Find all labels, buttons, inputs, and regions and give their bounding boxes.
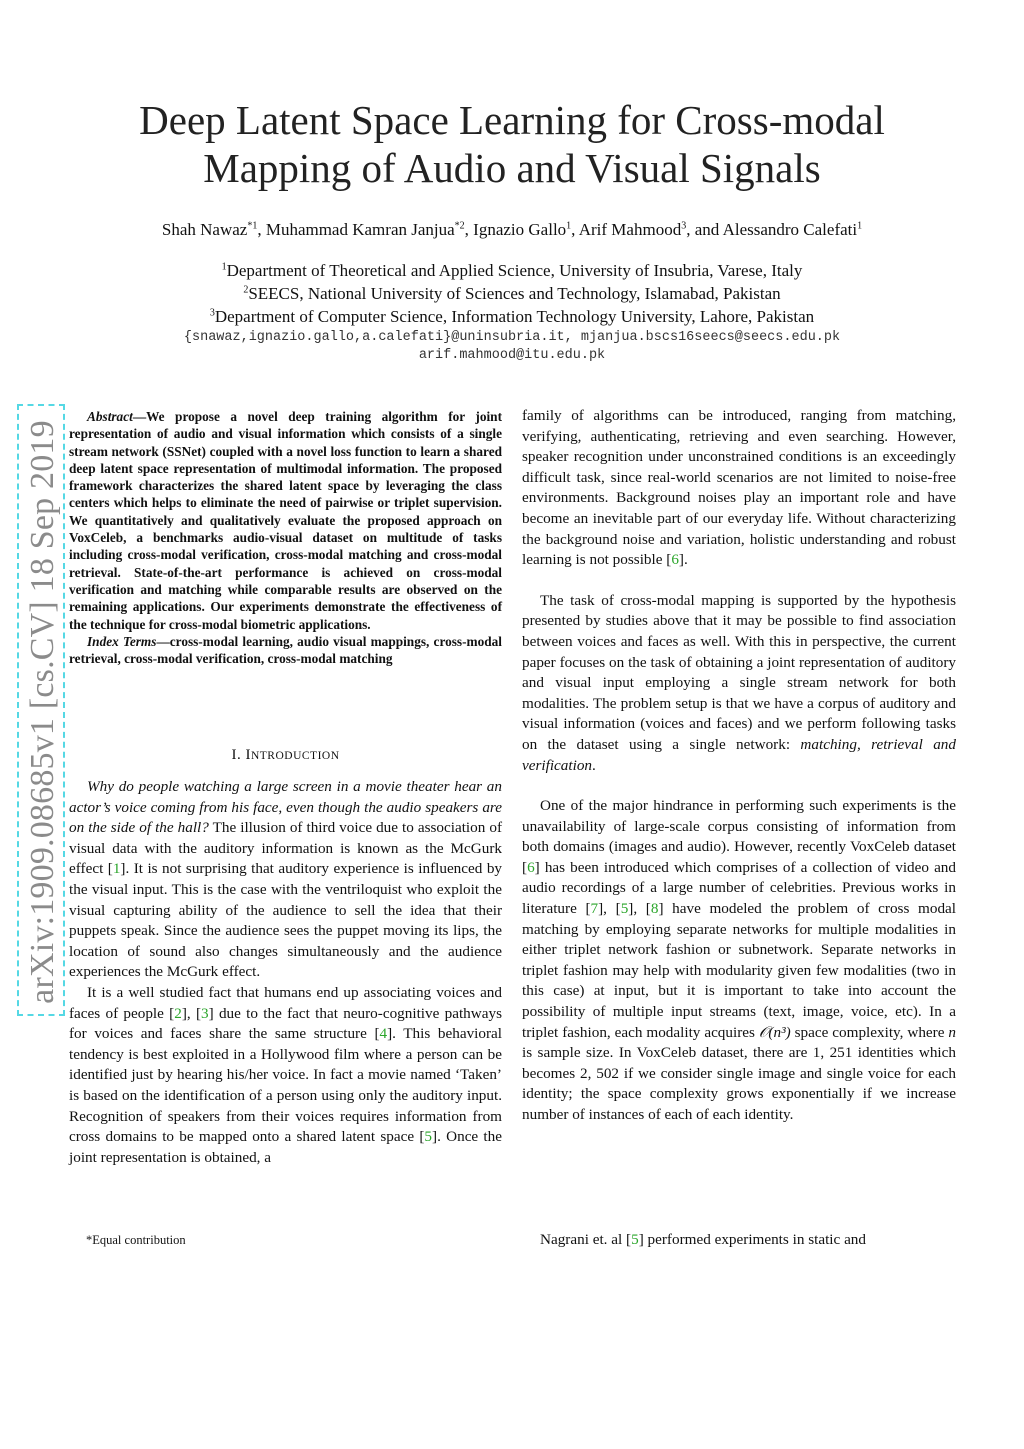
citation-link[interactable]: 5 bbox=[424, 1128, 433, 1146]
author-list: Shah Nawaz$^{*1}$, Muhammad Kamran Janjua$^{*2}$, Ignazio Gallo$^1$, Arif Mahmood$^3$, and Alessandro Calefati$^1$ bbox=[161, 220, 863, 239]
affiliation bbox=[40, 305, 984, 328]
citation-link[interactable]: 5 bbox=[631, 1231, 639, 1248]
section-number: I. bbox=[231, 747, 242, 763]
text-run: space complexity, where bbox=[790, 1023, 949, 1041]
email-line: {snawaz,ignazio.gallo,a.calefati}@uninsubria.it, mjanjua.bscs16seecs@seecs.edu.pk bbox=[183, 330, 841, 345]
opening-question: Why do people watching a large screen in a movie theater hear an actor’s voice coming from his face, even though the audio speakers are on the side of the hall? bbox=[69, 778, 502, 837]
paragraph bbox=[69, 983, 502, 1168]
footnote: *Equal contribution bbox=[86, 1233, 186, 1247]
text-run: family of algorithms can be introduced, ranging from matching, verifying, authenticating, retrieving and even searching. However, speaker recognition under unconstrained conditions is an exceedingly difficult task, since real-world scenarios are not limited to noise-free environments. Background noises play an important role and have become an inevitable part of our everyday life. Without characterizing the background noise and variation, holistic understanding and robust learning is not possible [ bbox=[522, 407, 956, 569]
text-run: ]. This behavioral tendency is best exploited in a Hollywood film where a person can be identified just by hearing his/her voice. In fact a movie named ‘Taken’ is based on the identification of a person using only the auditory input. Recognition of speakers from their voices requires information from cross domains to be mapped onto a shared latent space [ bbox=[69, 1025, 502, 1146]
arxiv-stamp-text: arXiv:1909.08685v1 [cs.CV] 18 Sep 2019 bbox=[24, 420, 61, 1004]
intro-left-column bbox=[69, 777, 502, 1168]
affiliation-sup: 2 bbox=[243, 284, 249, 296]
text-run: ], [ bbox=[181, 1004, 202, 1022]
title-line-2: Mapping of Audio and Visual Signals bbox=[203, 145, 821, 191]
text-run: identities which becomes bbox=[522, 1044, 956, 1082]
text-run: The illusion of third voice due to association of visual data with the auditory information is known as the McGurk effect [ bbox=[69, 819, 503, 878]
title-line-1: Deep Latent Space Learning for Cross-modal bbox=[139, 97, 885, 143]
citation-link[interactable]: 7 bbox=[590, 900, 599, 918]
author-name: Shah Nawaz bbox=[161, 220, 248, 239]
abstract-text: —We propose a novel deep training algorithm for joint representation of audio and visual information which consists of a single stream network (SSNet) coupled with a novel loss function to learn a shared deep latent space representation of multimodal information. The proposed framework characterizes the shared latent space by leveraging the class centers which helps to eliminate the need of pairwise or triplet supervision. We quantitatively and qualitatively evaluate the proposed approach on VoxCeleb, a benchmarks audio-visual dataset on multitude of tasks including cross-modal verification, cross-modal matching and cross-modal retrieval. State-of-the-art performance is achieved on cross-modal verification and matching while comparable results are observed on the remaining applications. Our experiments demonstrate the effectiveness of the technique for cross-modal biometric applications. bbox=[69, 409, 502, 632]
paragraph bbox=[522, 591, 956, 776]
text-run: The task of cross-modal mapping is supported by the hypothesis presented by studies above that it may be possible to find association between voices and faces as well. With this in perspective, the current paper focuses on the task of obtaining a joint representation of auditory and visual input employing a single stream network for both modalities. The problem setup is that we have a corpus of auditory and visual information (voices and faces) and we perform following tasks on the dataset using a single network: bbox=[522, 591, 956, 753]
citation-link[interactable]: 6 bbox=[671, 551, 679, 569]
affiliation-text: Department of Theoretical and Applied Science, University of Insubria, Varese, Italy bbox=[226, 261, 803, 280]
author-name: Alessandro Calefati bbox=[722, 220, 858, 239]
text-run: ] has been introduced which comprises of a collection of video and audio recordings of a large number of celebrities. Previous works in literature [ bbox=[522, 858, 956, 918]
author-name: Muhammad Kamran Janjua bbox=[265, 220, 455, 239]
intro-right-column bbox=[522, 406, 956, 1126]
author-sup: 1 bbox=[566, 220, 572, 232]
abstract bbox=[69, 408, 502, 667]
math-number: 2, 502 bbox=[580, 1064, 620, 1082]
math-complexity: 𝒪(n³) bbox=[758, 1023, 791, 1041]
arxiv-stamp[interactable] bbox=[17, 404, 65, 1016]
affiliation-sup: 3 bbox=[209, 307, 215, 319]
index-terms-text: —cross-modal learning, audio visual mappings, cross-modal retrieval, cross-modal verification, cross-modal matching bbox=[69, 633, 502, 667]
email-line: arif.mahmood@itu.edu.pk bbox=[418, 348, 606, 363]
text-run: . bbox=[592, 756, 596, 774]
author-sup: *2 bbox=[454, 220, 465, 232]
text-run: ]. It is not surprising that auditory experience is influenced by the visual input. This is the case with the ventriloquist who exploit the visual capturing ability of the audience to sell the idea that their puppets speak. Since the audience sees the puppet moving its lips, the location of sound also changes simultaneously and the audience experiences the McGurk effect. bbox=[69, 860, 503, 981]
intro-right-column-tail bbox=[522, 1230, 956, 1251]
author-name: Ignazio Gallo bbox=[473, 220, 567, 239]
text-run: ], [ bbox=[598, 900, 621, 918]
text-run: is sample size. In VoxCeleb dataset, there are bbox=[522, 1044, 813, 1062]
citation-link[interactable]: 1 bbox=[112, 860, 121, 878]
citation-link[interactable]: 2 bbox=[174, 1004, 182, 1022]
text-run: if we consider single image and single voice for each identity; the space complexity grows exponentially if we increase number of instances of each of each identity. bbox=[522, 1064, 957, 1123]
text-run: ] due to the fact that neuro-cognitive pathways for voices and faces share the same structure [ bbox=[69, 1004, 502, 1043]
text-run: ] performed experiments in static and bbox=[638, 1231, 866, 1248]
affiliation bbox=[40, 282, 984, 305]
paragraph bbox=[522, 406, 956, 571]
author-name: Arif Mahmood bbox=[578, 220, 682, 239]
task-list: matching, retrieval and verification bbox=[522, 735, 956, 774]
author-sup: *1 bbox=[247, 220, 258, 232]
section-title-rest: NTRODUCTION bbox=[250, 750, 340, 762]
citation-link[interactable]: 3 bbox=[201, 1004, 209, 1022]
author-sup: 3 bbox=[681, 220, 687, 232]
text-run: Nagrani et. al [ bbox=[540, 1231, 632, 1248]
text-run: ]. bbox=[678, 551, 688, 569]
citation-link[interactable]: 6 bbox=[527, 858, 535, 876]
paragraph bbox=[522, 796, 956, 1126]
section-heading bbox=[69, 745, 502, 766]
abstract-label: Abstract bbox=[87, 409, 133, 424]
affiliation-text: SEECS, National University of Sciences and Technology, Islamabad, Pakistan bbox=[248, 284, 781, 303]
index-terms-label: Index Terms bbox=[87, 633, 157, 649]
affiliation-text: Department of Computer Science, Information Technology University, Lahore, Pakistan bbox=[214, 307, 815, 326]
text-run: ]. Once the joint representation is obtained, a bbox=[69, 1128, 502, 1166]
author-sup: 1 bbox=[857, 220, 863, 232]
paper-title bbox=[60, 96, 964, 192]
paragraph bbox=[69, 777, 502, 983]
section-initial: I bbox=[245, 747, 251, 763]
text-run: One of the major hindrance in performing such experiments is the unavailability of large-scale corpus consisting of information from both domains (images and audio). However, recently VoxCeleb dataset [ bbox=[522, 797, 956, 876]
math-variable: n bbox=[948, 1023, 956, 1041]
math-number: 1, 251 bbox=[812, 1044, 853, 1062]
citation-link[interactable]: 5 bbox=[620, 900, 629, 918]
affiliation-sup: 1 bbox=[221, 261, 227, 273]
text-run: It is a well studied fact that humans end up associating voices and faces of people [ bbox=[69, 983, 502, 1022]
paragraph bbox=[522, 1230, 956, 1251]
affiliation bbox=[40, 259, 984, 282]
text-run: ] have modeled the problem of cross modal matching by employing separate networks for multiple modalities in either triplet network fashion or subnetwork. Separate networks in triplet fashion may help with modularity given few modalities (two in this case) at input, but it is important to take into account the possibility of multiple input streams (text, image, voice, etc). In a triplet fashion, each modality acquires bbox=[522, 900, 956, 1041]
text-run: ], [ bbox=[628, 900, 651, 918]
citation-link[interactable]: 8 bbox=[650, 900, 659, 918]
citation-link[interactable]: 4 bbox=[379, 1025, 388, 1043]
